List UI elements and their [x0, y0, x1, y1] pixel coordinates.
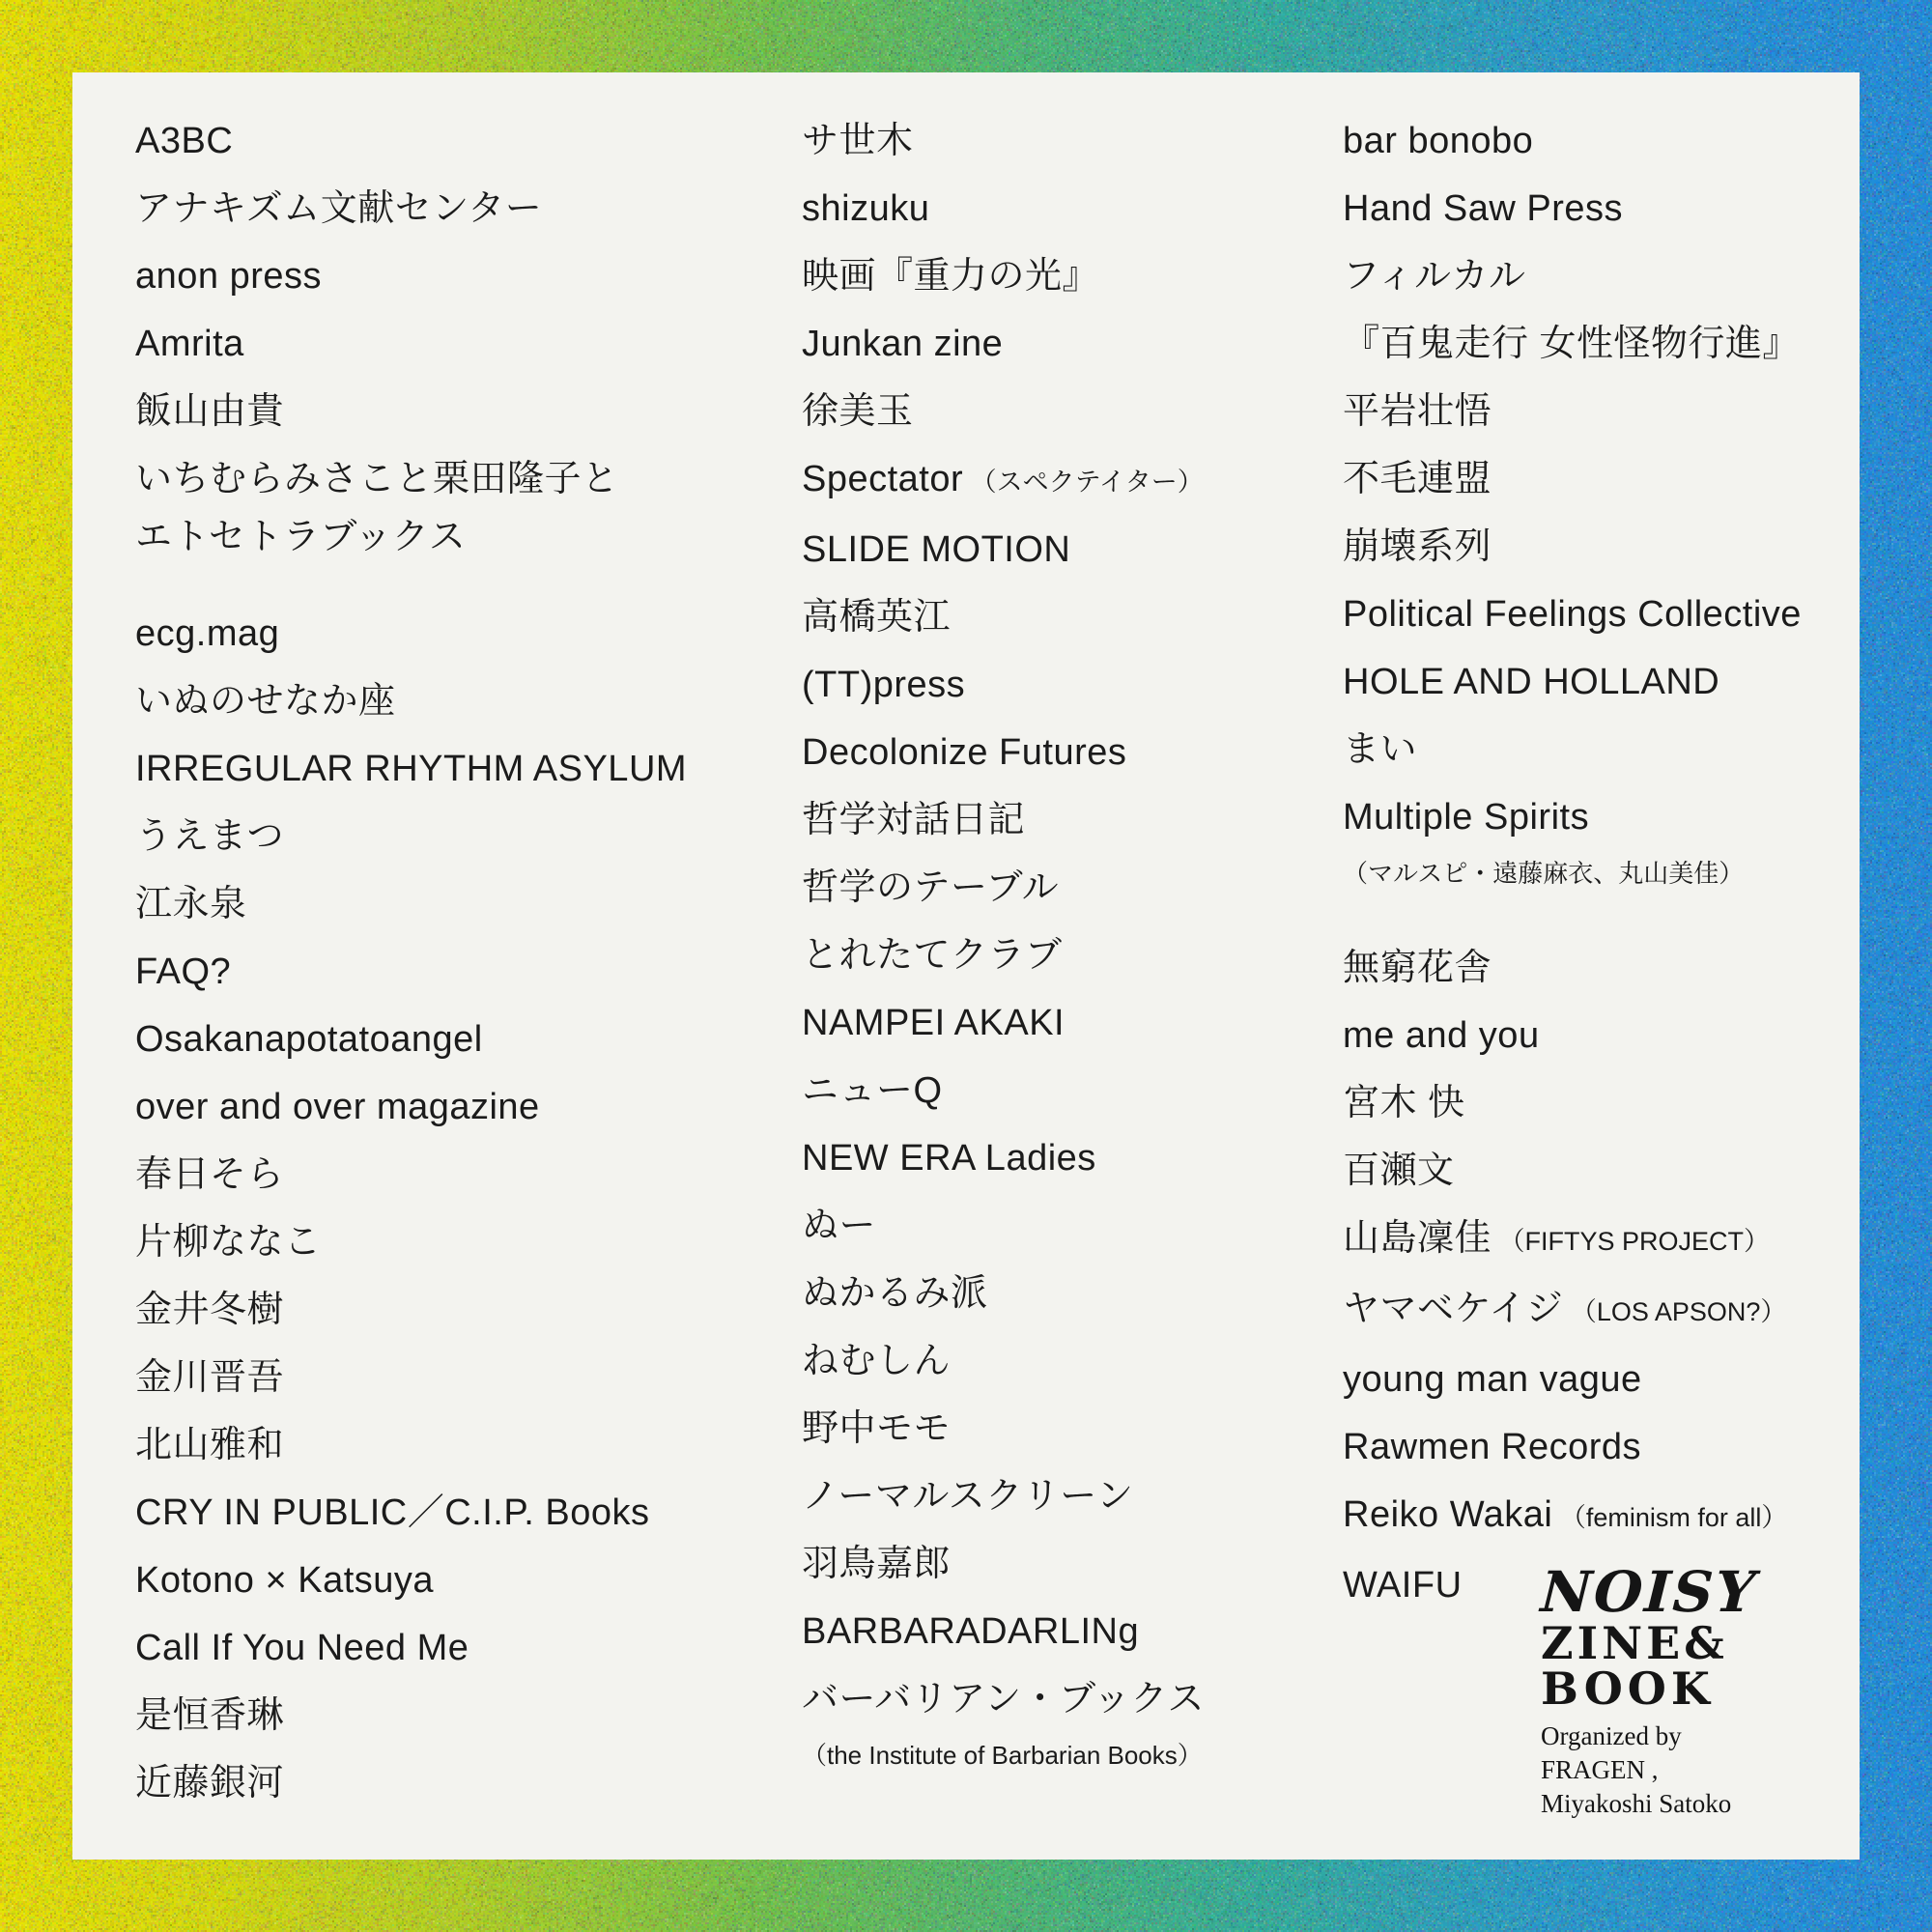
list-item [1343, 1275, 1932, 1346]
list-item [135, 378, 773, 445]
list-item [1343, 581, 1932, 648]
item-text: Decolonize Futures [802, 732, 1127, 773]
list-item [135, 310, 773, 378]
item-text: anon press [135, 256, 323, 297]
item-text: 崩壊系列 [1343, 526, 1492, 567]
list-item [135, 600, 773, 668]
list-item [135, 242, 773, 310]
list-item [135, 938, 773, 1006]
item-text: HOLE AND HOLLAND [1343, 662, 1720, 702]
item-text: Political Feelings Collective [1343, 594, 1802, 635]
item-text: FAQ? [135, 952, 232, 992]
list-item [1343, 513, 1932, 581]
item-text: まい [1343, 729, 1418, 770]
item-text: 北山雅和 [135, 1425, 285, 1465]
item-note: （LOS APSON?） [1563, 1297, 1787, 1326]
list-item [135, 1073, 773, 1141]
item-text: 無窮花舎 [1343, 948, 1492, 988]
item-text: うえまつ [135, 816, 285, 857]
list-item [1343, 1346, 1932, 1413]
item-note: （スペクテイター） [963, 468, 1204, 497]
list-item [135, 1614, 773, 1682]
item-text: 百瀬文 [1343, 1151, 1455, 1191]
item-text: 野中モモ [802, 1408, 952, 1449]
logo-word-noisy: NOISY [1539, 1559, 1759, 1626]
credits-column-3 [1343, 107, 1932, 1626]
item-text: 是恒香琳 [135, 1695, 285, 1736]
item-text: Osakanapotatoangel [135, 1019, 483, 1060]
item-text: とれたてクラブ [802, 935, 1063, 976]
list-item [1343, 445, 1932, 513]
item-note: （feminism for all） [1552, 1503, 1788, 1532]
item-text: CRY IN PUBLIC／C.I.P. Books [135, 1492, 650, 1533]
item-text: 不毛連盟 [1343, 459, 1492, 499]
item-text: BARBARADARLINg [802, 1611, 1140, 1652]
item-text: shizuku [802, 188, 930, 229]
poster-card [72, 72, 1860, 1860]
list-item [135, 175, 773, 242]
item-text: 金井冬樹 [135, 1290, 285, 1330]
list-item [1343, 378, 1932, 445]
list-item [135, 445, 773, 561]
item-text: Kotono × Katsuya [135, 1560, 435, 1601]
list-item [135, 1547, 773, 1614]
item-text: 徐美玉 [802, 391, 914, 432]
list-item [1343, 1205, 1932, 1275]
list-item [135, 1141, 773, 1208]
list-item [135, 1749, 773, 1817]
item-text: ぬー [802, 1206, 877, 1246]
credits-column-1 [135, 107, 773, 1817]
list-item [1343, 1481, 1932, 1551]
item-text: 『百鬼走行 女性怪物行進』 [1343, 324, 1801, 364]
list-item [135, 1479, 773, 1547]
list-item [1343, 1413, 1932, 1481]
item-text: (TT)press [802, 665, 966, 705]
list-item [135, 1344, 773, 1411]
item-text: サ世木 [802, 121, 914, 161]
item-sub-note: （マルスピ・遠藤麻衣、丸山美佳） [1343, 859, 1745, 888]
item-text: 近藤銀河 [135, 1763, 285, 1804]
list-item [135, 1276, 773, 1344]
list-item [1343, 310, 1932, 378]
item-text: me and you [1343, 1015, 1540, 1056]
item-text: 哲学のテーブル [802, 867, 1060, 908]
item-text: 羽鳥嘉郎 [802, 1544, 952, 1584]
item-text: 哲学対話日記 [802, 800, 1026, 840]
noisy-zine-and-book-logo [1539, 1559, 1804, 1821]
item-text: 春日そら [135, 1154, 285, 1195]
list-item [1343, 716, 1932, 783]
list-item [135, 1006, 773, 1073]
item-text: 飯山由貴 [135, 391, 285, 432]
item-text: バーバリアン・ブックス [802, 1679, 1206, 1719]
item-text: young man vague [1343, 1359, 1642, 1400]
item-text: ぬかるみ派 [802, 1273, 988, 1314]
item-text: 宮木 快 [1343, 1083, 1465, 1123]
item-text: Multiple Spirits [1343, 797, 1590, 838]
item-note: （FIFTYS PROJECT） [1492, 1227, 1771, 1256]
organizer-credit-line-2: FRAGEN , [1541, 1755, 1659, 1784]
list-item [1343, 242, 1932, 310]
list-item [135, 107, 773, 175]
item-text: SLIDE MOTION [802, 529, 1071, 570]
list-item [135, 870, 773, 938]
list-item [1343, 175, 1932, 242]
item-text: 江永泉 [135, 884, 247, 924]
item-text: Call If You Need Me [135, 1628, 469, 1668]
item-text: A3BC [135, 121, 234, 161]
item-text: Rawmen Records [1343, 1427, 1641, 1467]
item-text: 高橋英江 [802, 597, 952, 638]
item-text: IRREGULAR RHYTHM ASYLUM [135, 749, 688, 789]
item-text: NEW ERA Ladies [802, 1138, 1096, 1179]
item-text: 金川晋吾 [135, 1357, 285, 1398]
item-text: ノーマルスクリーン [802, 1476, 1134, 1517]
item-text: over and over magazine [135, 1087, 540, 1127]
item-text: ヤマベケイジ [1343, 1289, 1564, 1329]
list-item [1343, 1137, 1932, 1205]
list-item [1343, 107, 1932, 175]
list-item [1343, 783, 1932, 895]
logo-word-zine-ampersand: ZINE& [1541, 1617, 1728, 1670]
item-text: いちむらみさこと栗田隆子と [135, 459, 619, 499]
logo-word-book: BOOK [1541, 1662, 1715, 1716]
item-text: アナキズム文献センター [135, 188, 543, 229]
list-item [135, 1682, 773, 1749]
list-item [135, 735, 773, 803]
item-text: Junkan zine [802, 324, 1004, 364]
list-item [1343, 1069, 1932, 1137]
item-wrap-line: エトセトラブックス [135, 517, 467, 557]
item-sub-note: （the Institute of Barbarian Books） [802, 1741, 1203, 1770]
list-item [1343, 648, 1932, 716]
item-text: フィルカル [1343, 256, 1526, 297]
item-text: Hand Saw Press [1343, 188, 1624, 229]
item-text: bar bonobo [1343, 121, 1534, 161]
list-item [135, 1208, 773, 1276]
item-text: 片柳ななこ [135, 1222, 322, 1263]
item-text: 山島凜佳 [1343, 1218, 1492, 1259]
organizer-credit-line-3: Miyakoshi Satoko [1541, 1789, 1732, 1818]
organizer-credit-line-1: Organized by [1541, 1721, 1682, 1750]
item-text: Spectator [802, 459, 964, 499]
list-item [135, 803, 773, 870]
list-item [1343, 1002, 1932, 1069]
item-text: WAIFU [1343, 1565, 1463, 1605]
item-text: いぬのせなか座 [135, 681, 396, 722]
item-text: ニューQ [802, 1070, 943, 1111]
item-text: Amrita [135, 324, 244, 364]
item-text: ecg.mag [135, 613, 280, 654]
item-text: 映画『重力の光』 [802, 256, 1100, 297]
organizer-credit [1541, 1719, 1804, 1821]
list-item [802, 1665, 1439, 1777]
item-text: ねむしん [802, 1341, 952, 1381]
item-text: NAMPEI AKAKI [802, 1003, 1065, 1043]
list-item [135, 1411, 773, 1479]
item-text: Reiko Wakai [1343, 1494, 1553, 1535]
list-item [135, 668, 773, 735]
list-item [1343, 934, 1932, 1002]
item-text: 平岩壮悟 [1343, 391, 1492, 432]
